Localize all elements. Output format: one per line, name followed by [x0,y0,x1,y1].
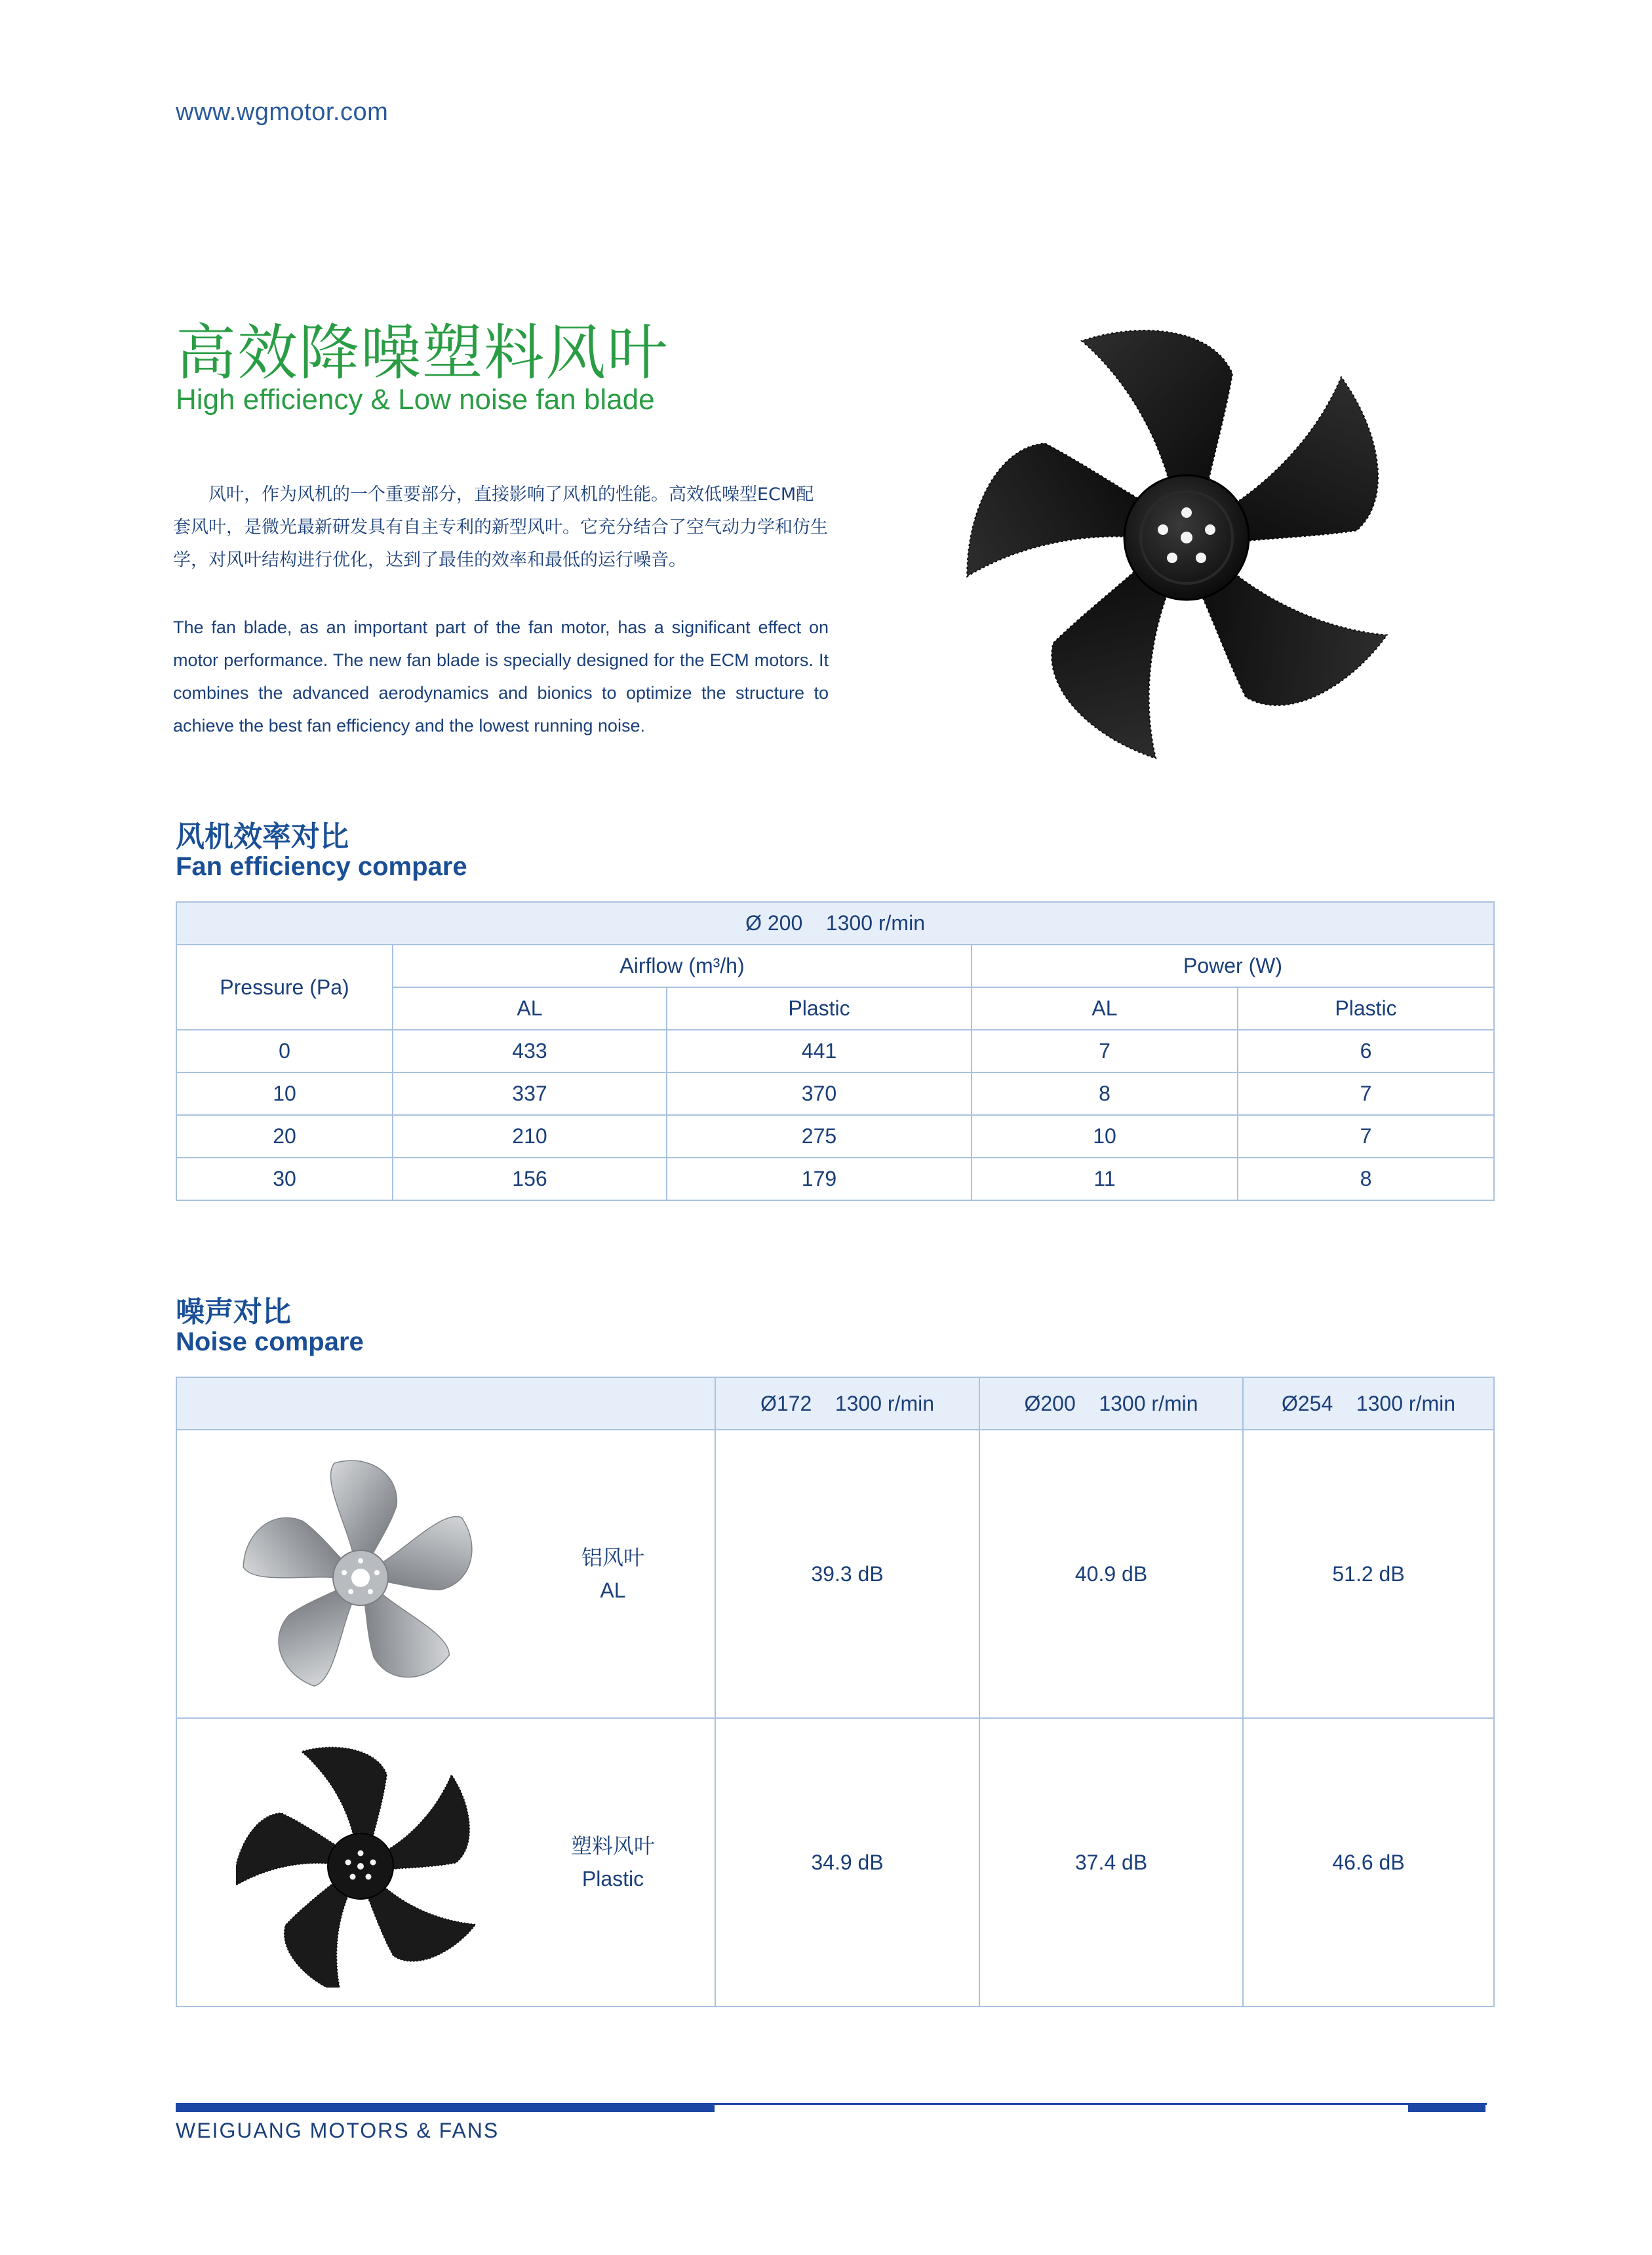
efficiency-condition: Ø 200 1300 r/min [176,902,1494,945]
page-title-en: High efficiency & Low noise fan blade [176,383,655,416]
noise-title-en: Noise compare [176,1327,364,1356]
header-airflow: Airflow (m³/h) [393,945,972,987]
noise-header-blank [176,1377,715,1430]
plastic-fan-label: 塑料风叶 Plastic [570,1833,655,1891]
aluminum-fan-image [236,1457,485,1699]
page-title-cn: 高效降噪塑料风叶 [176,318,669,388]
efficiency-title-cn: 风机效率对比 [176,820,349,853]
footer-bar-right [1408,2104,1485,2112]
al-fan-cell [176,1430,715,1718]
noise-title-cn: 噪声对比 [176,1295,291,1329]
plastic-fan-small-image [236,1745,485,1988]
noise-header-200: Ø200 1300 r/min [979,1377,1243,1430]
plastic-fan-cell [176,1718,715,2007]
header-power: Power (W) [972,945,1494,987]
noise-plastic-254: 46.6 dB [1243,1718,1494,2007]
plastic-fan-image [951,302,1423,774]
al-fan-label: 铝风叶 AL [581,1545,644,1602]
table-row [176,1430,1494,1718]
noise-table [176,1377,1495,2007]
noise-al-254: 51.2 dB [1243,1430,1494,1718]
efficiency-table [176,901,1495,1201]
website-url: www.wgmotor.com [176,98,389,126]
noise-header-172: Ø172 1300 r/min [715,1377,979,1430]
noise-al-172: 39.3 dB [715,1430,979,1718]
table-row: 0 433 441 7 6 [176,1030,1494,1072]
subheader-airflow-al: AL [393,987,667,1030]
intro-paragraph-cn: 风叶，作为风机的一个重要部分，直接影响了风机的性能。高效低噪型ECM配套风叶，是微光最新研发具有自主专利的新型风叶。它充分结合了空气动力学和仿生学，对风叶结构进行优化，达到了最佳的效率和最低的运行噪音。 [173,484,828,570]
intro-paragraph-en: The fan blade, as an important part of the fan motor, has a significant effect on motor performance. The new fan blade is specially designed for the ECM motors. It combines the advanced aerodynamics and bionics to optimize the structure to achieve the best fan efficiency and the lowest running noise. [173,618,829,735]
subheader-power-al: AL [972,987,1238,1030]
noise-plastic-172: 34.9 dB [715,1718,979,2007]
table-row [176,1718,1494,2007]
table-row: 30 156 179 11 8 [176,1158,1494,1200]
table-row: 20 210 275 10 7 [176,1115,1494,1158]
subheader-power-plastic: Plastic [1238,987,1494,1030]
efficiency-title-en: Fan efficiency compare [176,852,467,881]
header-pressure: Pressure (Pa) [176,945,393,1030]
noise-plastic-200: 37.4 dB [979,1718,1243,2007]
footer-bar-left [176,2104,715,2112]
footer-brand: WEIGUANG MOTORS & FANS [176,2119,500,2142]
table-row: 10 337 370 8 7 [176,1072,1494,1115]
subheader-airflow-plastic: Plastic [667,987,972,1030]
noise-header-254: Ø254 1300 r/min [1243,1377,1494,1430]
noise-al-200: 40.9 dB [979,1430,1243,1718]
